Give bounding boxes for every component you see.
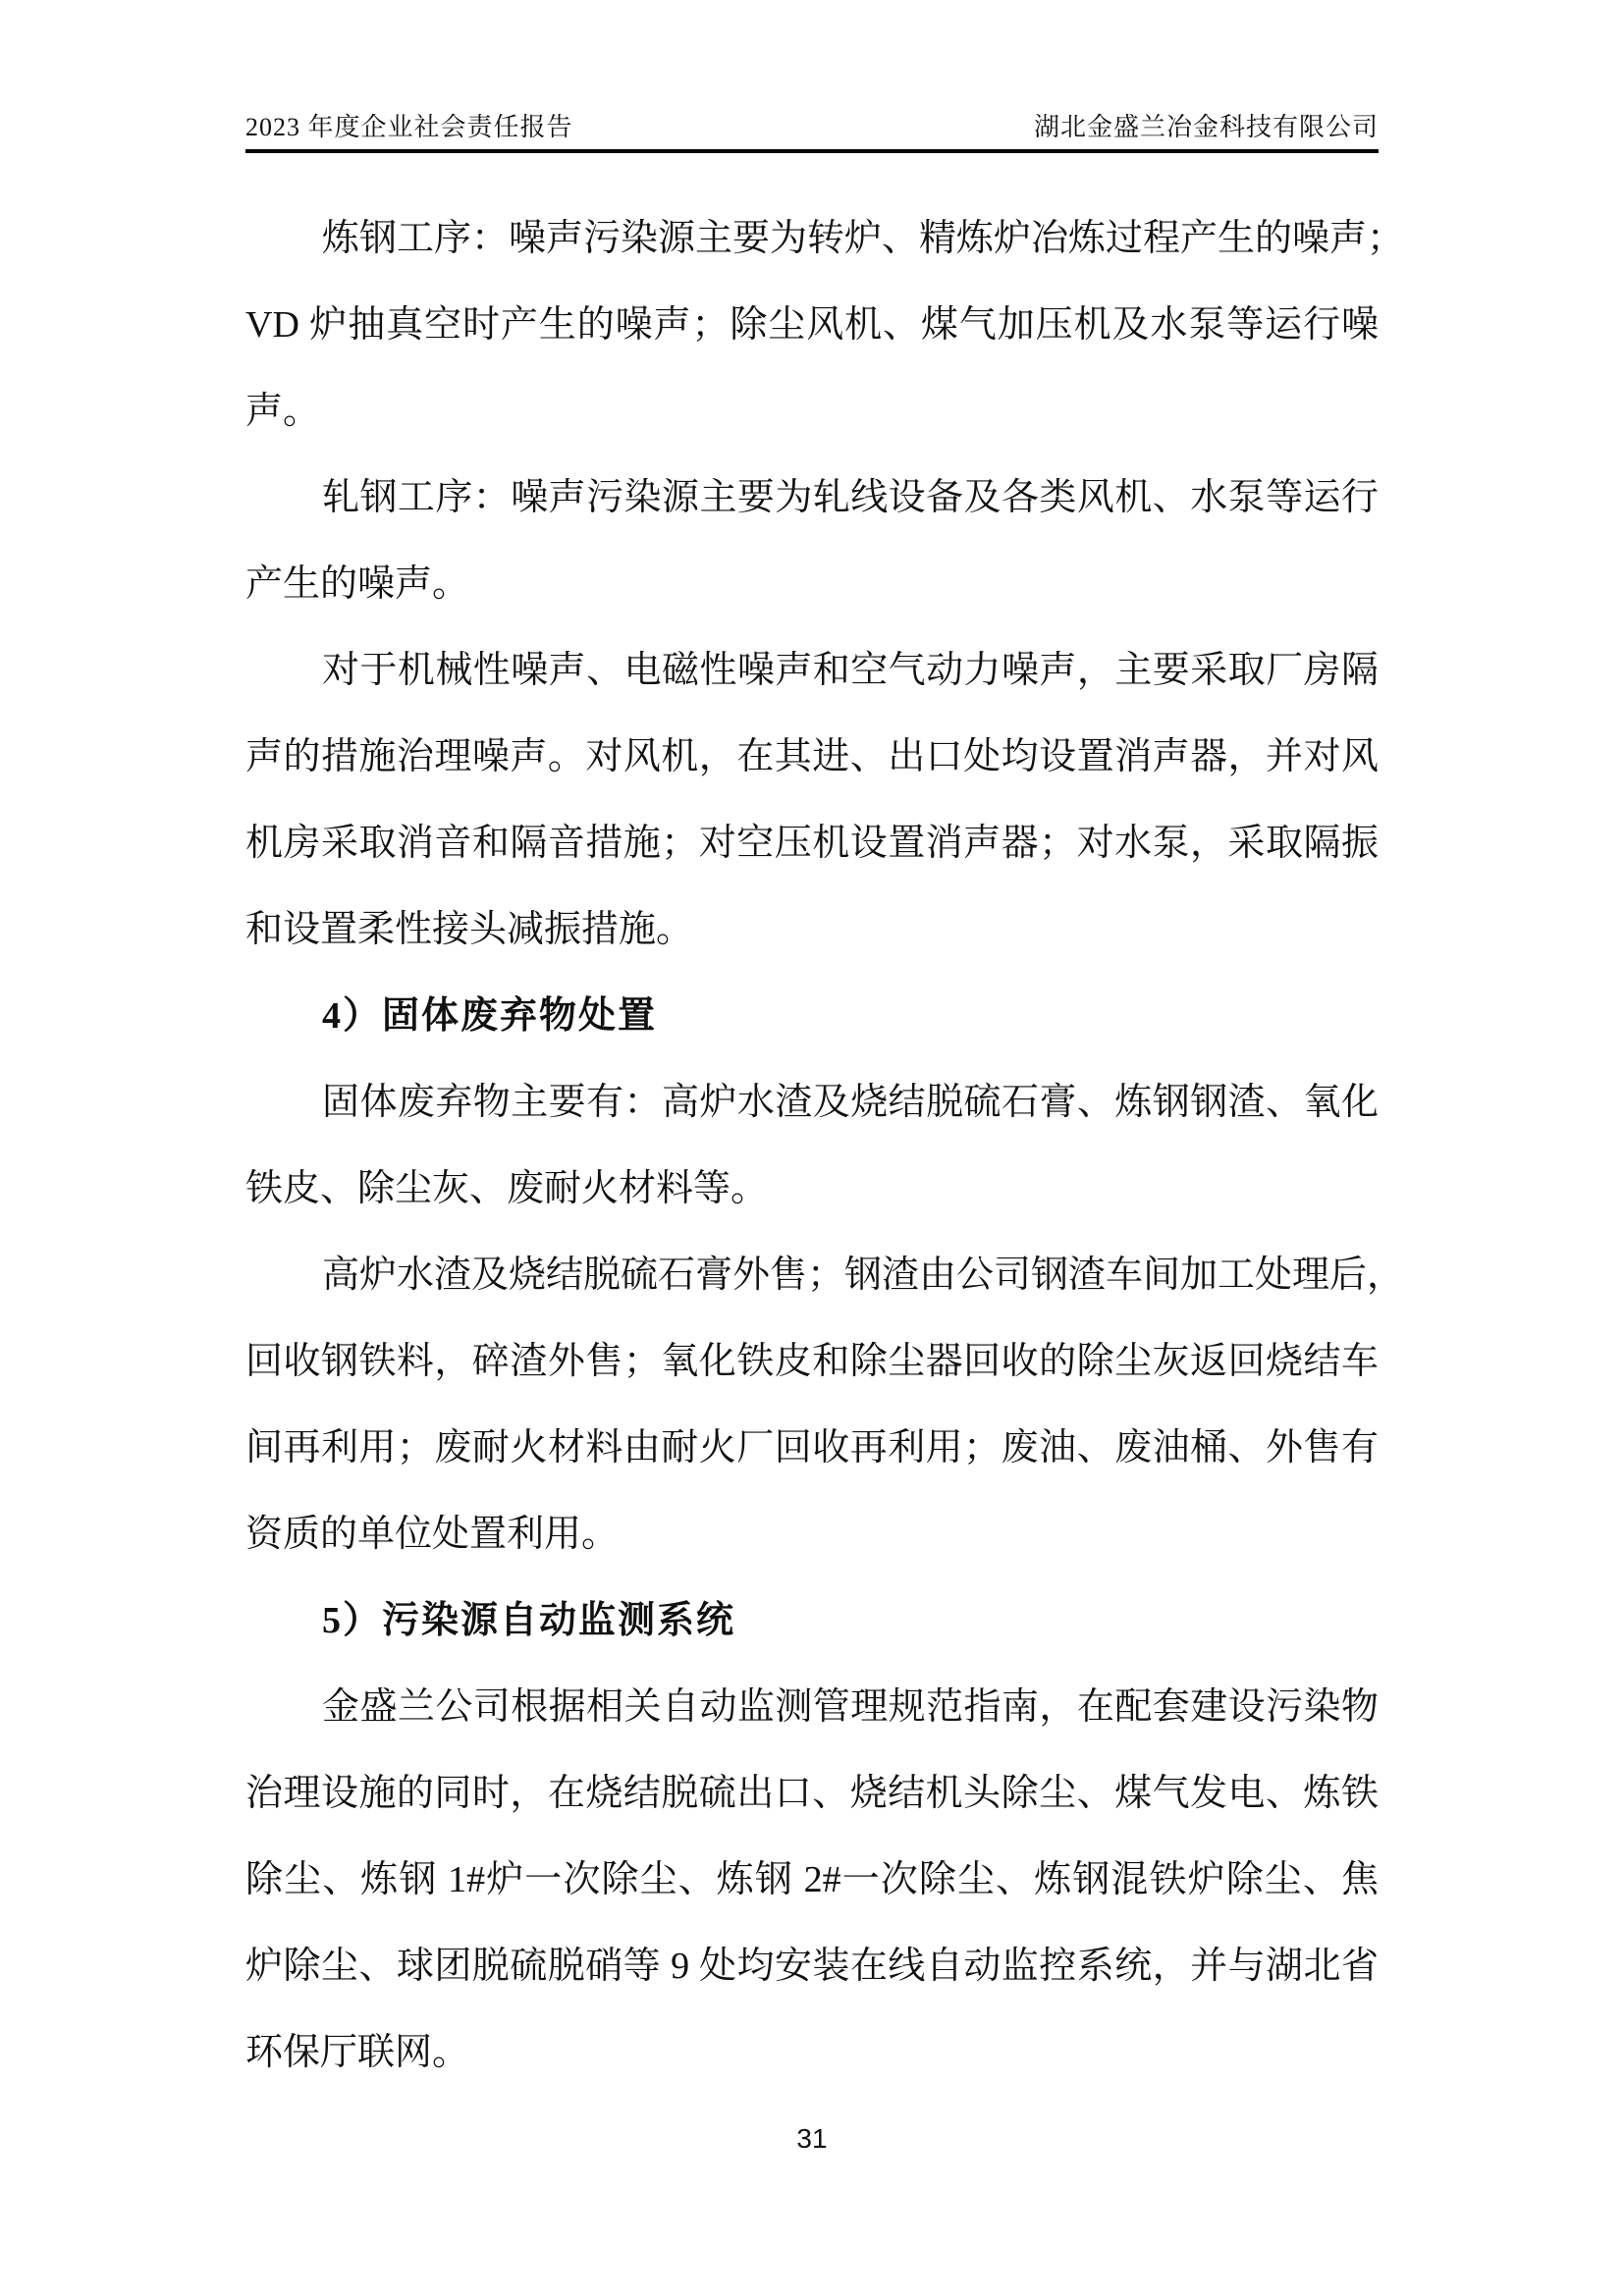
body-text-line: 固体废弃物主要有：高炉水渣及烧结脱硫石膏、炼钢钢渣、氧化: [322, 1082, 1379, 1123]
body-text-line: 间再利用；废耐火材料由耐火厂回收再利用；废油、废油桶、外售有: [245, 1427, 1379, 1468]
body-text-line: 轧钢工序：噪声污染源主要为轧线设备及各类风机、水泵等运行: [322, 477, 1379, 518]
section-heading-line: 4）固体废弃物处置: [322, 995, 658, 1037]
body-text-line: 机房采取消音和隔音措施；对空压机设置消声器；对水泵，采取隔振: [245, 823, 1379, 864]
body-text-line: 回收钢铁料，碎渣外售；氧化铁皮和除尘器回收的除尘灰返回烧结车: [245, 1341, 1379, 1382]
document-body: [245, 195, 1405, 2096]
page-footer: [0, 2123, 1624, 2155]
header-report-title: 2023 年度企业社会责任报告: [245, 113, 573, 141]
section-heading-line: 5）污染源自动监测系统: [322, 1600, 736, 1641]
body-text-line: 产生的噪声。: [245, 563, 470, 605]
body-text-line: 治理设施的同时，在烧结脱硫出口、烧结机头除尘、煤气发电、炼铁: [245, 1773, 1379, 1814]
body-text-line: 对于机械性噪声、电磁性噪声和空气动力噪声，主要采取厂房隔: [322, 650, 1379, 691]
body-text-line: 铁皮、除尘灰、废耐火材料等。: [245, 1168, 769, 1209]
page-number: 31: [796, 2123, 828, 2154]
body-text-line: VD 炉抽真空时产生的噪声；除尘风机、煤气加压机及水泵等运行噪: [245, 304, 1379, 346]
body-text-line: 炉除尘、球团脱硫脱硝等 9 处均安装在线自动监控系统，并与湖北省: [245, 1946, 1379, 1987]
body-text-line: 高炉水渣及烧结脱硫石膏外售；钢渣由公司钢渣车间加工处理后，: [322, 1255, 1405, 1296]
body-text-line: 金盛兰公司根据相关自动监测管理规范指南，在配套建设污染物: [322, 1686, 1379, 1728]
body-text-line: 和设置柔性接头减振措施。: [245, 909, 694, 950]
header-company-name: 湖北金盛兰冶金科技有限公司: [1033, 113, 1379, 141]
body-text-line: 炼钢工序：噪声污染源主要为转炉、精炼炉冶炼过程产生的噪声；: [322, 218, 1405, 259]
page-header: [245, 108, 1379, 153]
body-text-line: 声的措施治理噪声。对风机，在其进、出口处均设置消声器，并对风: [245, 736, 1379, 777]
body-text-line: 除尘、炼钢 1#炉一次除尘、炼钢 2#一次除尘、炼钢混铁炉除尘、焦: [245, 1859, 1379, 1900]
body-text-line: 声。: [245, 391, 321, 432]
body-text-line: 环保厅联网。: [245, 2032, 470, 2073]
body-text-line: 资质的单位处置利用。: [245, 1514, 620, 1555]
